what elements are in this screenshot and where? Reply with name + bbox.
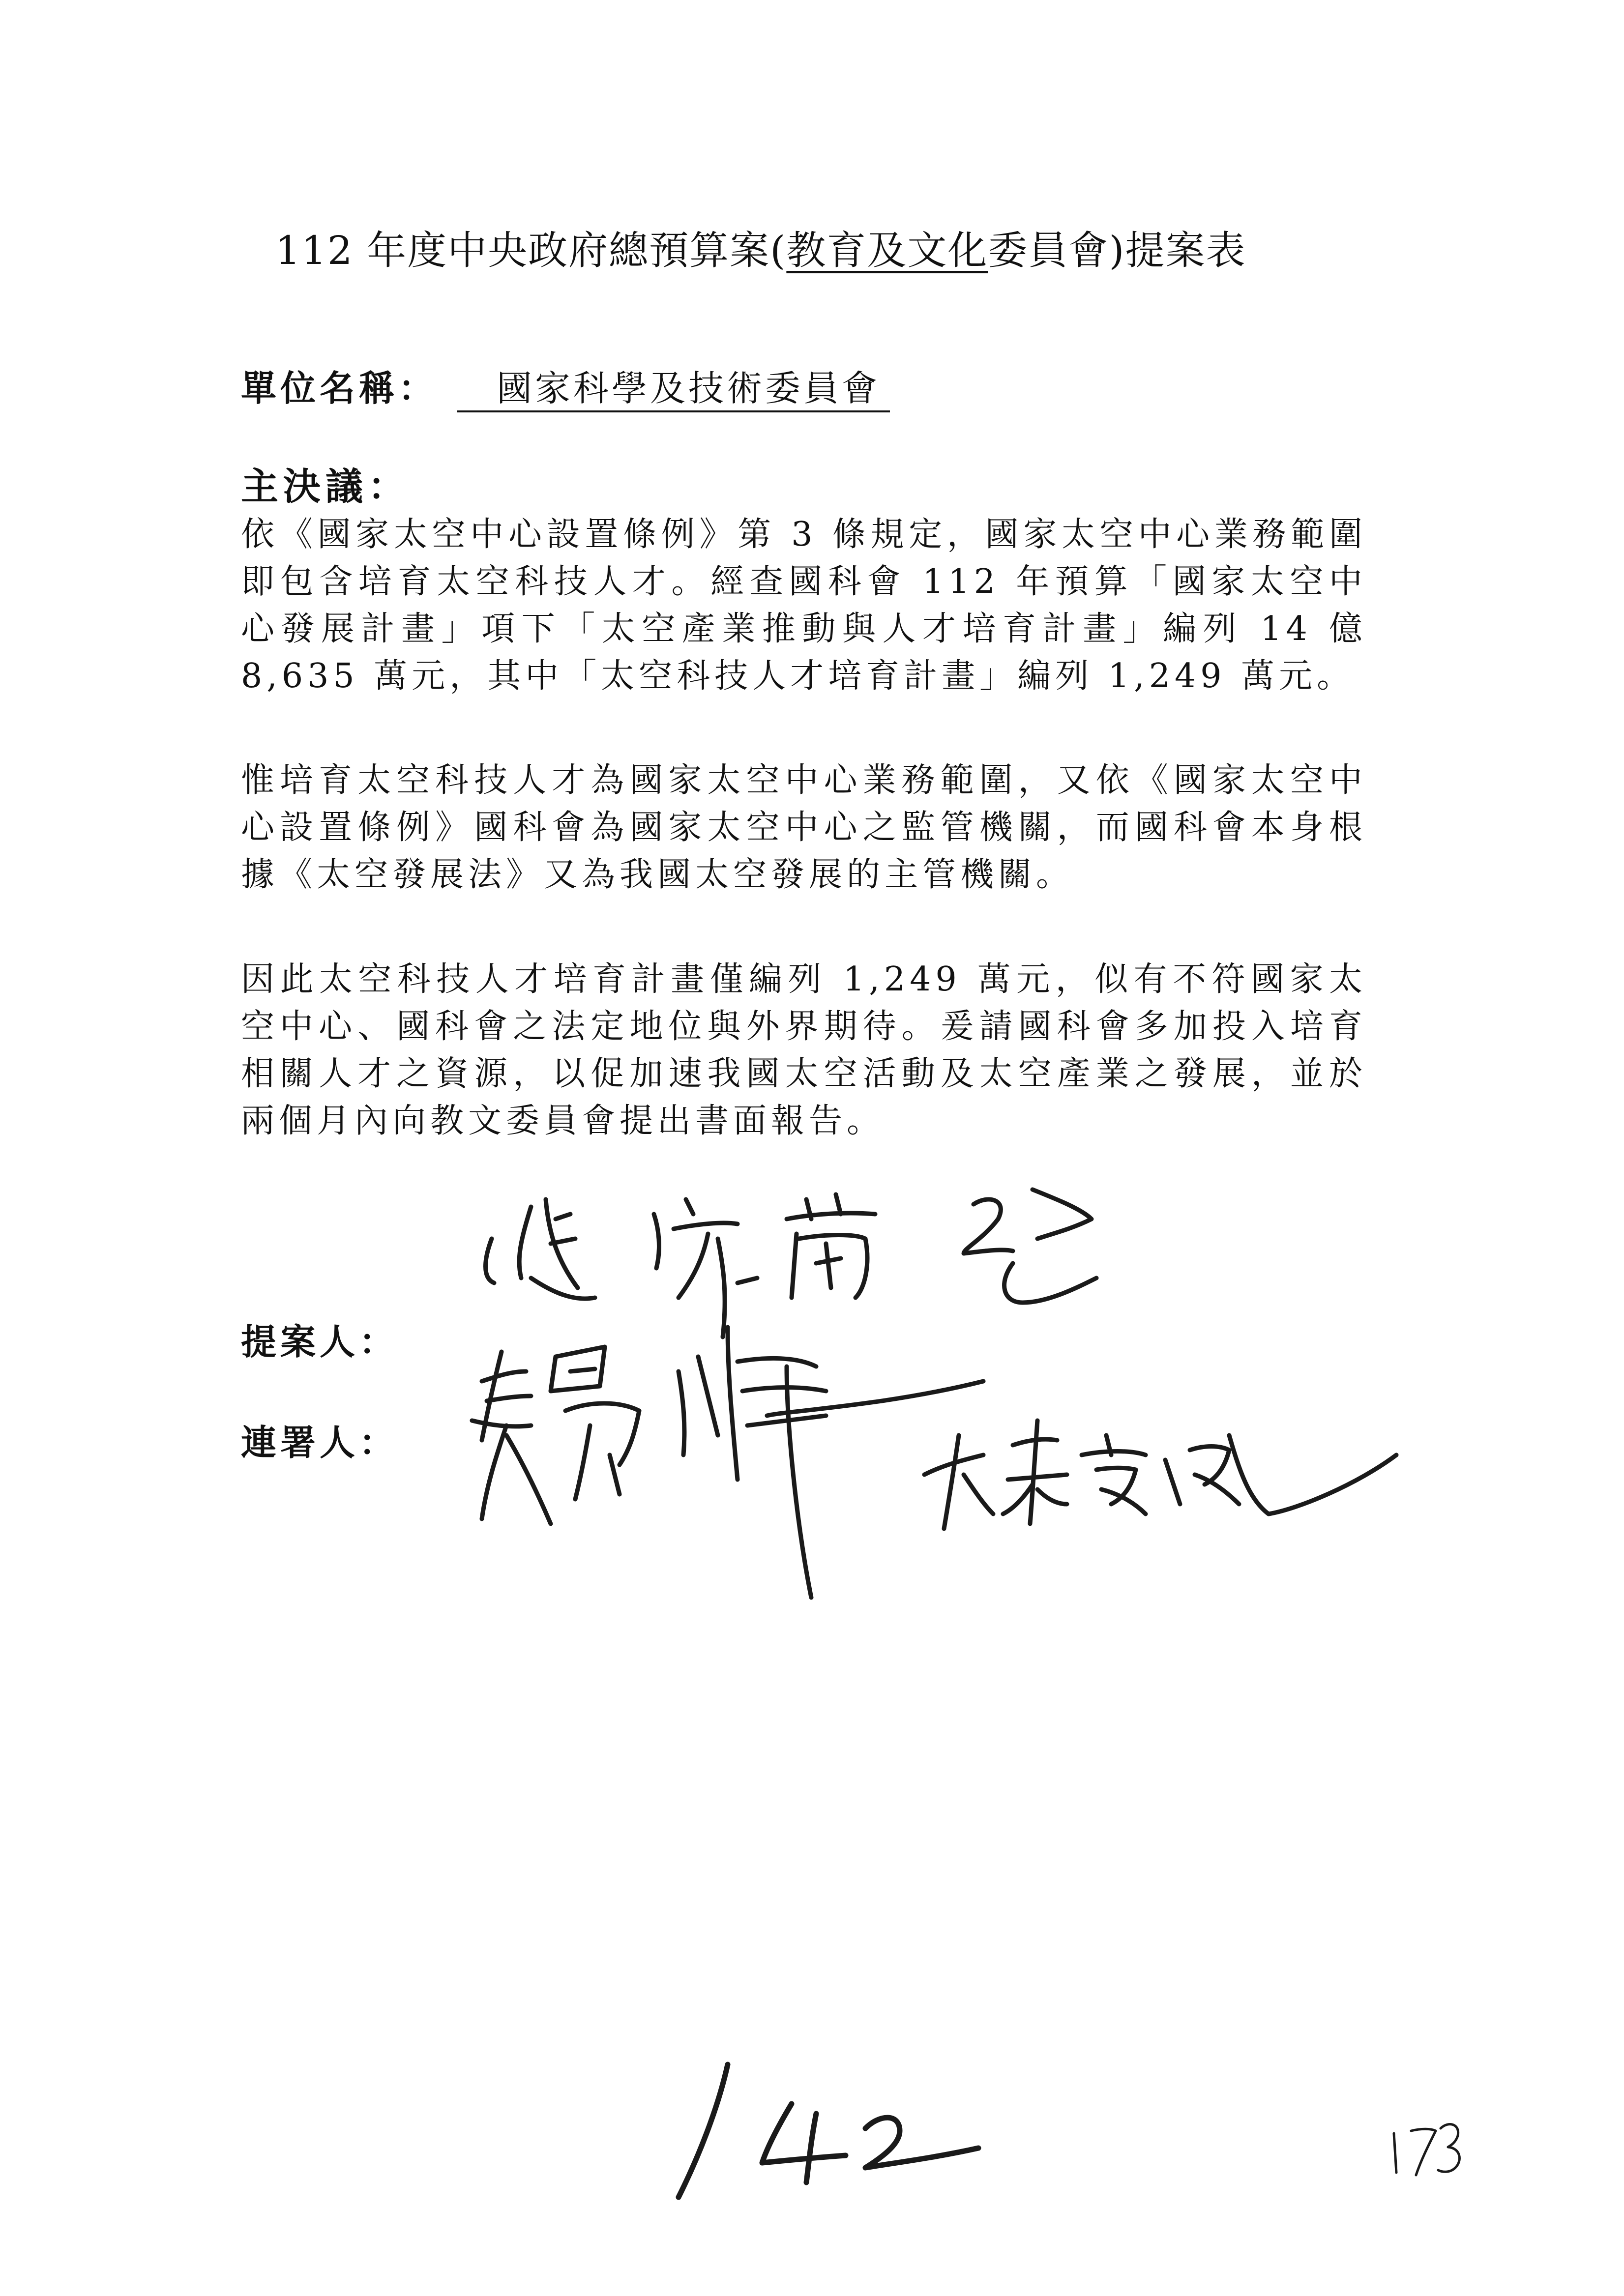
resolution-heading: 主決議：	[241, 465, 410, 508]
resolution-paragraph-2: 惟培育太空科技人才為國家太空中心業務範圍，又依《國家太空中心設置條例》國科會為國家太空中心之監管機關，而國科會本身根據《太空發展法》又為我國太空發展的主管機關。	[241, 761, 1367, 894]
proposer-signature	[486, 1190, 1097, 1337]
document-title	[275, 224, 1406, 278]
handwritten-page-number	[679, 2064, 978, 2197]
cosigner-signature-1	[472, 1327, 983, 1598]
cosigner-signature-2	[924, 1421, 1396, 1529]
handwritten-corner-number	[1394, 2124, 1459, 2175]
title-suffix: 委員會)提案表	[988, 228, 1246, 273]
unit-name-value: 國家科學及技術委員會	[457, 366, 890, 412]
title-committee: 教育及文化	[786, 228, 988, 273]
resolution-paragraph-3: 因此太空科技人才培育計畫僅編列 1,249 萬元，似有不符國家太空中心、國科會之法定地位與外界期待。爰請國科會多加投入培育相關人才之資源，以促加速我國太空活動及太空產業之發展，並於兩個月內向教文委員會提出書面報告。	[241, 960, 1367, 1140]
cosigner-label: 連署人：	[241, 1422, 399, 1463]
resolution-paragraph-1: 依《國家太空中心設置條例》第 3 條規定，國家太空中心業務範圍即包含培育太空科技人才。經查國科會 112 年預算「國家太空中心發展計畫」項下「太空產業推動與人才培育計畫」編列 14 億 8,635 萬元，其中「太空科技人才培育計畫」編列 1,249 萬元。	[241, 515, 1367, 696]
unit-name-row	[241, 361, 890, 415]
title-prefix: 112 年度中央政府總預算案(	[275, 228, 787, 273]
proposer-label: 提案人：	[241, 1321, 399, 1363]
unit-name-label: 單位名稱：	[241, 367, 438, 409]
